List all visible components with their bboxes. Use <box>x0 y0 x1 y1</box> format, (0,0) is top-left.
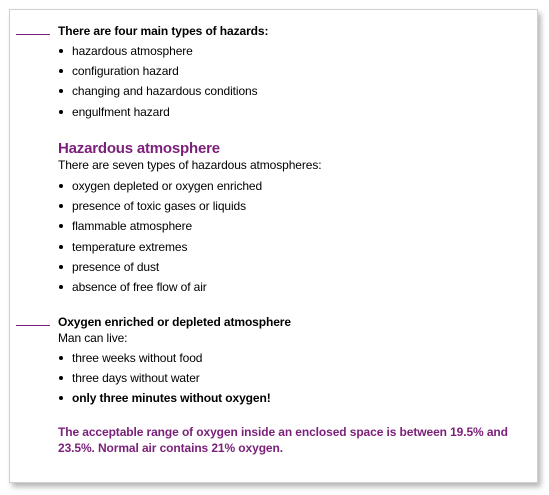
list-item: three weeks without food <box>58 350 271 370</box>
list-item: absence of free flow of air <box>58 279 262 299</box>
hazardous-atmosphere-intro: There are seven types of hazardous atmospheres: <box>58 158 322 172</box>
hazard-types-heading: There are four main types of hazards: <box>58 24 269 38</box>
list-item: oxygen depleted or oxygen enriched <box>58 178 262 198</box>
list-item: changing and hazardous conditions <box>58 83 258 103</box>
list-item: configuration hazard <box>58 63 258 83</box>
hazardous-atmosphere-list <box>58 178 262 299</box>
oxygen-intro: Man can live: <box>58 331 128 345</box>
survival-list <box>58 350 271 411</box>
hazard-types-list <box>58 43 258 124</box>
oxygen-heading: Oxygen enriched or depleted atmosphere <box>58 315 291 329</box>
list-item: presence of dust <box>58 259 262 279</box>
list-item: engulfment hazard <box>58 104 258 124</box>
oxygen-range-callout: The acceptable range of oxygen inside an enclosed space is between 19.5% and 23.5%. Normal air contains 21% oxygen. <box>58 425 508 455</box>
list-item-emphasis: only three minutes without oxygen! <box>58 390 271 410</box>
section-divider-rule <box>16 34 50 35</box>
list-item: three days without water <box>58 370 271 390</box>
list-item: flammable atmosphere <box>58 218 262 238</box>
section-divider-rule <box>16 325 50 326</box>
hazardous-atmosphere-title: Hazardous atmosphere <box>58 140 220 157</box>
list-item: presence of toxic gases or liquids <box>58 198 262 218</box>
list-item: hazardous atmosphere <box>58 43 258 63</box>
list-item: temperature extremes <box>58 239 262 259</box>
document-page <box>9 9 538 483</box>
